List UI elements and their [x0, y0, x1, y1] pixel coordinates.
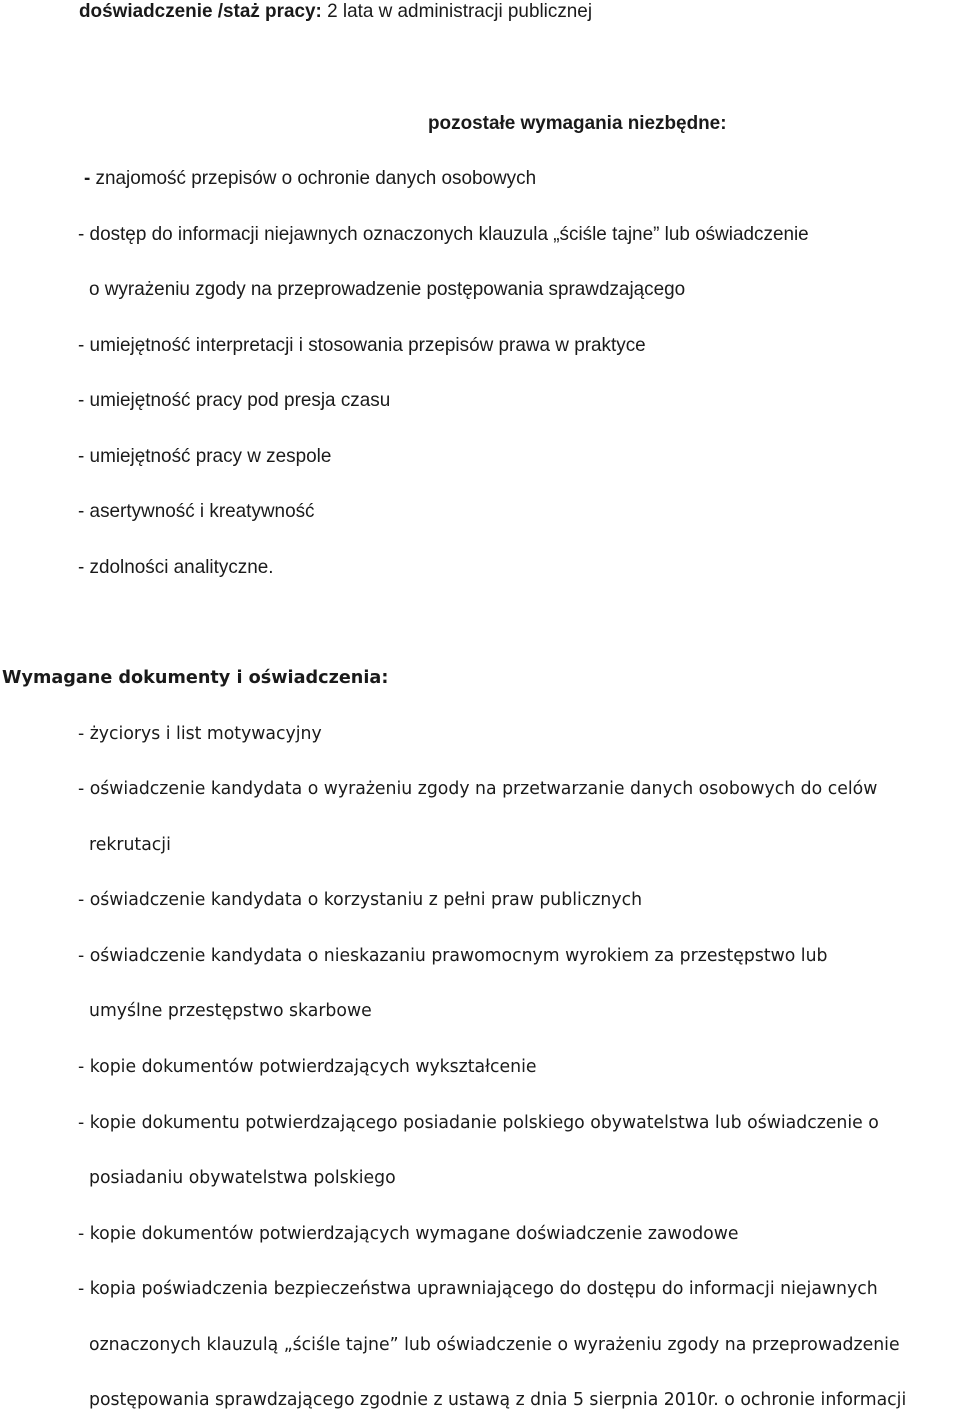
document-item: - kopie dokumentów potwierdzających wymagane doświadczenie zawodowe	[78, 1223, 739, 1244]
document-item-continuation: postępowania sprawdzającego zgodnie z ustawą z dnia 5 sierpnia 2010r. o ochronie informacji	[89, 1389, 907, 1410]
document-item: - kopie dokumentu potwierdzającego posiadanie polskiego obywatelstwa lub oświadczenie o	[78, 1112, 879, 1133]
document-item-continuation: posiadaniu obywatelstwa polskiego	[89, 1167, 396, 1188]
document-item-continuation: rekrutacji	[89, 834, 171, 855]
requirement-item-continuation: o wyrażeniu zgody na przeprowadzenie postępowania sprawdzającego	[89, 278, 686, 300]
experience-value: 2 lata w administracji publicznej	[321, 0, 593, 22]
document-item: - oświadczenie kandydata o nieskazaniu prawomocnym wyrokiem za przestępstwo lub	[78, 945, 828, 966]
requirement-item: - umiejętność pracy w zespole	[78, 445, 332, 467]
document-item: - życiorys i list motywacyjny	[78, 723, 322, 744]
experience-line	[79, 2, 592, 22]
experience-label: doświadczenie /staż pracy:	[79, 0, 322, 22]
document-item-continuation: oznaczonych klauzulą „ściśle tajne” lub oświadczenie o wyrażeniu zgody na przeprowadzenie	[89, 1334, 900, 1355]
document-item: - kopie dokumentów potwierdzających wykształcenie	[78, 1056, 537, 1077]
document-item: - oświadczenie kandydata o korzystaniu z pełni praw publicznych	[78, 889, 643, 910]
requirement-dash: -	[84, 167, 91, 189]
document-item: - oświadczenie kandydata o wyrażeniu zgody na przetwarzanie danych osobowych do celów	[78, 778, 878, 799]
requirement-text: znajomość przepisów o ochronie danych osobowych	[90, 167, 537, 189]
document-item-continuation: umyślne przestępstwo skarbowe	[89, 1000, 372, 1021]
documents-heading: Wymagane dokumenty i oświadczenia:	[2, 667, 389, 688]
document-item: - kopia poświadczenia bezpieczeństwa uprawniającego do dostępu do informacji niejawnych	[78, 1278, 878, 1299]
requirement-item: - dostęp do informacji niejawnych oznaczonych klauzula „ściśle tajne” lub oświadczenie	[78, 223, 809, 245]
requirement-item: - umiejętność interpretacji i stosowania przepisów prawa w praktyce	[78, 334, 646, 356]
requirement-item: - zdolności analityczne.	[78, 556, 274, 578]
other-requirements-heading: pozostałe wymagania niezbędne:	[428, 112, 727, 134]
requirement-item: - asertywność i kreatywność	[78, 500, 315, 522]
requirement-item	[84, 169, 536, 189]
requirement-item: - umiejętność pracy pod presja czasu	[78, 389, 391, 411]
